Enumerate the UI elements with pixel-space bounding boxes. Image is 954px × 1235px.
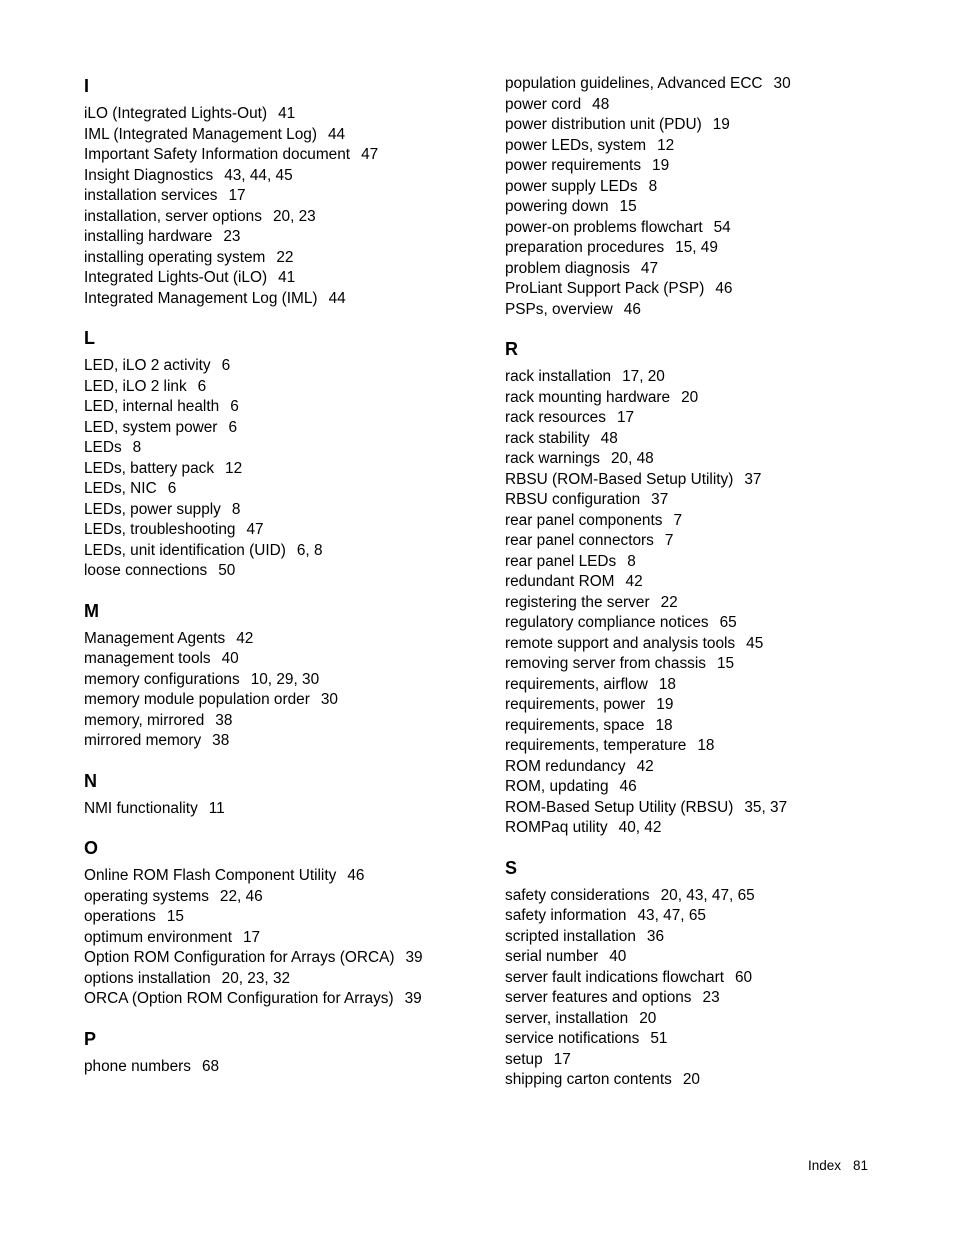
index-term: PSPs, overview bbox=[505, 300, 613, 318]
index-term: power distribution unit (PDU) bbox=[505, 116, 702, 133]
index-entry bbox=[505, 177, 925, 198]
index-entry bbox=[505, 1070, 925, 1091]
index-section bbox=[505, 74, 925, 320]
index-pages: 37 bbox=[651, 491, 669, 508]
index-term: rack mounting hardware bbox=[505, 388, 671, 406]
index-term: scripted installation bbox=[505, 927, 636, 945]
index-entry bbox=[505, 988, 925, 1009]
index-section bbox=[84, 769, 504, 820]
index-pages: 45 bbox=[746, 634, 764, 652]
index-term: memory module population order bbox=[84, 691, 310, 708]
index-term: optimum environment bbox=[84, 928, 232, 946]
index-entry bbox=[84, 207, 504, 228]
index-entry bbox=[505, 798, 925, 819]
index-entry bbox=[505, 716, 925, 737]
index-entry bbox=[505, 429, 925, 450]
index-entry bbox=[505, 818, 925, 839]
index-term: preparation procedures bbox=[505, 239, 665, 256]
footer-page-number: 81 bbox=[852, 1158, 868, 1173]
index-entry bbox=[505, 388, 925, 409]
index-entry bbox=[505, 552, 925, 573]
index-entry bbox=[505, 777, 925, 798]
index-pages: 19 bbox=[712, 116, 730, 133]
index-term: LEDs bbox=[84, 439, 122, 456]
index-term: Option ROM Configuration for Arrays (ORCA) bbox=[84, 949, 395, 966]
index-term: memory configurations bbox=[84, 670, 240, 688]
index-entry bbox=[505, 300, 925, 321]
index-entry bbox=[84, 866, 504, 887]
section-letter: M bbox=[84, 600, 99, 621]
index-term: requirements, power bbox=[505, 696, 646, 713]
index-entry bbox=[84, 649, 504, 670]
index-entry bbox=[505, 238, 925, 259]
index-term: ORCA (Option ROM Configuration for Arrays) bbox=[84, 990, 394, 1007]
index-entry bbox=[505, 408, 925, 429]
index-pages: 23 bbox=[702, 989, 720, 1006]
index-term: rear panel LEDs bbox=[505, 552, 617, 570]
index-pages: 46 bbox=[715, 280, 733, 297]
index-pages: 68 bbox=[201, 1057, 220, 1075]
index-pages: 17 bbox=[553, 1050, 571, 1068]
index-pages: 18 bbox=[658, 675, 676, 693]
index-term: registering the server bbox=[505, 593, 650, 611]
index-term: population guidelines, Advanced ECC bbox=[505, 75, 763, 92]
index-entry bbox=[84, 500, 504, 521]
index-pages: 15, 49 bbox=[675, 239, 718, 256]
index-pages: 22, 46 bbox=[219, 887, 263, 905]
index-entry bbox=[84, 397, 504, 418]
index-term: serial number bbox=[505, 948, 599, 965]
index-term: phone numbers bbox=[84, 1057, 191, 1075]
index-entry bbox=[505, 968, 925, 989]
index-entry-list bbox=[505, 74, 925, 320]
index-entry bbox=[505, 279, 925, 300]
index-entry bbox=[505, 197, 925, 218]
index-entry bbox=[505, 695, 925, 716]
index-pages: 17 bbox=[243, 928, 261, 946]
index-section bbox=[505, 337, 925, 839]
section-letter: I bbox=[84, 76, 90, 96]
index-pages: 40, 42 bbox=[618, 819, 662, 836]
index-entry bbox=[84, 377, 504, 398]
index-pages: 18 bbox=[697, 737, 715, 754]
index-entry bbox=[84, 356, 504, 377]
index-entry bbox=[84, 799, 504, 820]
index-pages: 20 bbox=[682, 1071, 700, 1088]
index-pages: 42 bbox=[625, 573, 643, 590]
index-term: removing server from chassis bbox=[505, 655, 706, 672]
index-entry bbox=[84, 948, 504, 969]
index-term: requirements, space bbox=[505, 716, 645, 734]
index-entry bbox=[84, 629, 504, 650]
index-entry bbox=[84, 928, 504, 949]
index-entry bbox=[505, 736, 925, 757]
footer-label: Index bbox=[807, 1158, 841, 1173]
index-entry bbox=[84, 561, 504, 582]
index-term: installation, server options bbox=[84, 207, 262, 225]
index-entry bbox=[505, 74, 925, 95]
index-pages: 15 bbox=[166, 908, 184, 925]
index-term: memory, mirrored bbox=[84, 711, 205, 729]
index-term: Integrated Lights-Out (iLO) bbox=[84, 269, 268, 286]
index-pages: 47 bbox=[640, 259, 659, 277]
index-pages: 8 bbox=[231, 500, 241, 518]
index-pages: 47 bbox=[361, 146, 379, 163]
index-pages: 65 bbox=[719, 614, 737, 631]
index-term: safety considerations bbox=[505, 886, 650, 904]
index-pages: 44 bbox=[328, 125, 346, 143]
index-term: ROM-Based Setup Utility (RBSU) bbox=[505, 798, 734, 816]
index-term: RBSU configuration bbox=[505, 491, 641, 508]
index-pages: 50 bbox=[218, 562, 236, 579]
index-term: installing hardware bbox=[84, 228, 213, 245]
index-pages: 8 bbox=[648, 177, 658, 195]
index-term: problem diagnosis bbox=[505, 259, 630, 277]
index-entry-list bbox=[84, 1057, 504, 1078]
index-term: server features and options bbox=[505, 989, 692, 1006]
index-pages: 20 bbox=[639, 1009, 657, 1027]
index-entry bbox=[84, 887, 504, 908]
index-pages: 42 bbox=[636, 757, 654, 775]
index-term: IML (Integrated Management Log) bbox=[84, 125, 317, 143]
index-pages: 7 bbox=[673, 511, 682, 529]
index-pages: 8 bbox=[627, 552, 636, 570]
index-entry bbox=[505, 757, 925, 778]
index-pages: 42 bbox=[236, 629, 254, 647]
index-entry bbox=[505, 1009, 925, 1030]
index-pages: 7 bbox=[664, 532, 674, 549]
index-entry bbox=[505, 1029, 925, 1050]
index-term: power LEDs, system bbox=[505, 136, 647, 154]
index-entry-list bbox=[84, 866, 504, 1010]
index-term: LEDs, power supply bbox=[84, 500, 221, 518]
index-entry bbox=[505, 259, 925, 280]
index-pages: 48 bbox=[600, 429, 618, 447]
index-term: NMI functionality bbox=[84, 799, 198, 817]
index-entry bbox=[505, 1050, 925, 1071]
index-pages: 51 bbox=[650, 1030, 668, 1047]
index-entry bbox=[84, 289, 504, 310]
index-entry bbox=[84, 145, 504, 166]
index-pages: 38 bbox=[215, 711, 233, 729]
index-entry bbox=[84, 541, 504, 562]
index-pages: 46 bbox=[619, 778, 637, 795]
index-entry bbox=[505, 531, 925, 552]
index-entry bbox=[84, 731, 504, 752]
index-pages: 15 bbox=[619, 198, 637, 215]
index-term: LEDs, unit identification (UID) bbox=[84, 541, 286, 559]
index-term: LEDs, troubleshooting bbox=[84, 521, 236, 538]
index-entry bbox=[84, 104, 504, 125]
index-entry bbox=[505, 572, 925, 593]
index-entry-list bbox=[505, 886, 925, 1091]
index-term: safety information bbox=[505, 907, 627, 924]
index-section bbox=[84, 74, 504, 309]
index-term: operations bbox=[84, 908, 156, 925]
index-term: iLO (Integrated Lights-Out) bbox=[84, 105, 268, 122]
index-entry bbox=[84, 1057, 504, 1078]
index-pages: 43, 47, 65 bbox=[637, 907, 706, 924]
index-pages: 19 bbox=[652, 157, 670, 174]
index-entry bbox=[84, 690, 504, 711]
index-pages: 43, 44, 45 bbox=[224, 166, 293, 184]
index-pages: 6 bbox=[230, 398, 239, 415]
index-entry bbox=[84, 711, 504, 732]
index-term: rack stability bbox=[505, 429, 590, 447]
index-term: Insight Diagnostics bbox=[84, 166, 214, 184]
index-pages: 6 bbox=[197, 377, 207, 395]
index-entry bbox=[505, 927, 925, 948]
index-entry bbox=[84, 459, 504, 480]
index-term: remote support and analysis tools bbox=[505, 634, 736, 652]
index-entry bbox=[84, 186, 504, 207]
index-section bbox=[84, 836, 504, 1010]
index-pages: 39 bbox=[404, 990, 422, 1007]
index-pages: 22 bbox=[660, 593, 678, 611]
index-pages: 30 bbox=[773, 75, 791, 92]
index-pages: 20, 23 bbox=[272, 207, 316, 225]
index-entry bbox=[505, 675, 925, 696]
index-entry bbox=[505, 449, 925, 470]
index-term: rack resources bbox=[505, 409, 606, 426]
index-entry bbox=[84, 166, 504, 187]
index-term: RBSU (ROM-Based Setup Utility) bbox=[505, 470, 734, 488]
index-entry bbox=[84, 248, 504, 269]
index-pages: 6, 8 bbox=[296, 541, 323, 559]
index-term: server fault indications flowchart bbox=[505, 968, 724, 986]
index-entry bbox=[84, 907, 504, 928]
index-entry bbox=[505, 115, 925, 136]
index-term: Management Agents bbox=[84, 629, 226, 647]
index-pages: 20 bbox=[681, 388, 699, 406]
index-pages: 40 bbox=[609, 948, 627, 965]
section-letter: L bbox=[84, 328, 95, 348]
index-term: ROMPaq utility bbox=[505, 819, 608, 836]
index-entry bbox=[84, 479, 504, 500]
index-term: rack installation bbox=[505, 368, 612, 385]
index-pages: 30 bbox=[320, 691, 338, 708]
index-entry bbox=[505, 95, 925, 116]
index-term: power cord bbox=[505, 95, 582, 113]
index-entry bbox=[505, 593, 925, 614]
index-entry bbox=[84, 125, 504, 146]
index-entry bbox=[84, 989, 504, 1010]
index-pages: 41 bbox=[278, 269, 296, 286]
index-pages: 46 bbox=[347, 867, 365, 884]
section-letter: N bbox=[84, 770, 97, 791]
index-pages: 6 bbox=[228, 418, 237, 436]
index-term: installation services bbox=[84, 187, 218, 204]
index-term: power requirements bbox=[505, 157, 642, 174]
index-term: service notifications bbox=[505, 1030, 640, 1047]
index-pages: 12 bbox=[657, 136, 675, 154]
index-term: powering down bbox=[505, 198, 609, 215]
index-term: setup bbox=[505, 1050, 543, 1068]
index-entry bbox=[505, 654, 925, 675]
index-pages: 12 bbox=[225, 459, 243, 477]
index-pages: 22 bbox=[276, 248, 294, 266]
index-pages: 48 bbox=[592, 95, 610, 113]
index-term: rear panel components bbox=[505, 511, 663, 529]
index-pages: 47 bbox=[246, 521, 264, 538]
index-entry bbox=[505, 218, 925, 239]
index-section bbox=[84, 326, 504, 582]
index-entry bbox=[505, 156, 925, 177]
index-term: Integrated Management Log (IML) bbox=[84, 289, 318, 307]
index-pages: 6 bbox=[167, 480, 177, 497]
index-term: LED, internal health bbox=[84, 398, 220, 415]
index-pages: 44 bbox=[328, 289, 346, 307]
index-term: LEDs, battery pack bbox=[84, 459, 215, 477]
index-pages: 39 bbox=[405, 949, 423, 966]
index-term: requirements, airflow bbox=[505, 675, 648, 693]
section-letter: P bbox=[84, 1028, 97, 1049]
index-pages: 17 bbox=[616, 409, 635, 426]
index-pages: 23 bbox=[223, 228, 241, 245]
index-term: Important Safety Information document bbox=[84, 146, 351, 163]
index-entry-list bbox=[84, 356, 504, 582]
index-entry bbox=[505, 613, 925, 634]
index-entry-list bbox=[505, 367, 925, 839]
index-entry bbox=[84, 670, 504, 691]
index-entry bbox=[84, 227, 504, 248]
index-pages: 36 bbox=[646, 927, 665, 945]
index-pages: 40 bbox=[221, 650, 239, 667]
index-pages: 38 bbox=[212, 732, 230, 749]
index-term: Online ROM Flash Component Utility bbox=[84, 867, 337, 884]
index-entry bbox=[505, 886, 925, 907]
index-term: regulatory compliance notices bbox=[505, 614, 709, 631]
section-letter: O bbox=[84, 838, 99, 858]
index-term: options installation bbox=[84, 969, 211, 987]
index-pages: 20, 23, 32 bbox=[221, 969, 291, 987]
index-term: loose connections bbox=[84, 562, 208, 579]
index-entry bbox=[505, 947, 925, 968]
index-term: requirements, temperature bbox=[505, 737, 687, 754]
index-entry bbox=[505, 634, 925, 655]
index-pages: 35, 37 bbox=[744, 798, 788, 816]
index-entry bbox=[505, 906, 925, 927]
index-entry bbox=[84, 969, 504, 990]
index-pages: 15 bbox=[717, 655, 735, 672]
index-pages: 18 bbox=[655, 716, 673, 734]
index-section bbox=[84, 599, 504, 752]
index-pages: 20, 48 bbox=[610, 450, 654, 467]
section-letter: R bbox=[505, 339, 518, 359]
index-pages: 19 bbox=[656, 696, 674, 713]
index-entry bbox=[505, 136, 925, 157]
page-footer bbox=[808, 1158, 868, 1173]
index-entry-list bbox=[84, 104, 504, 309]
index-term: LED, iLO 2 activity bbox=[84, 357, 211, 374]
index-term: LEDs, NIC bbox=[84, 480, 157, 497]
index-entry bbox=[84, 418, 504, 439]
index-pages: 8 bbox=[132, 439, 142, 456]
index-entry-list bbox=[84, 629, 504, 752]
index-term: management tools bbox=[84, 650, 211, 667]
index-term: ProLiant Support Pack (PSP) bbox=[505, 280, 705, 297]
index-entry bbox=[505, 470, 925, 491]
index-term: rear panel connectors bbox=[505, 532, 654, 549]
index-section bbox=[505, 856, 925, 1091]
index-pages: 60 bbox=[735, 968, 753, 986]
index-entry bbox=[84, 438, 504, 459]
index-term: ROM, updating bbox=[505, 778, 609, 795]
index-term: LED, system power bbox=[84, 418, 218, 436]
index-entry bbox=[84, 520, 504, 541]
index-entry bbox=[505, 490, 925, 511]
index-entry-list bbox=[84, 799, 504, 820]
index-pages: 37 bbox=[744, 470, 762, 488]
index-left-column bbox=[84, 74, 504, 1094]
index-term: power supply LEDs bbox=[505, 177, 638, 195]
index-term: redundant ROM bbox=[505, 573, 615, 590]
index-pages: 41 bbox=[278, 105, 296, 122]
index-pages: 17, 20 bbox=[622, 368, 665, 385]
index-section bbox=[84, 1027, 504, 1078]
index-pages: 46 bbox=[623, 300, 641, 318]
index-term: rack warnings bbox=[505, 450, 600, 467]
index-term: server, installation bbox=[505, 1009, 629, 1027]
index-right-column bbox=[505, 74, 925, 1108]
section-letter: S bbox=[505, 857, 518, 878]
index-term: operating systems bbox=[84, 887, 209, 905]
index-term: power-on problems flowchart bbox=[505, 218, 703, 236]
index-pages: 11 bbox=[208, 799, 225, 817]
index-pages: 20, 43, 47, 65 bbox=[660, 886, 755, 904]
index-pages: 17 bbox=[228, 187, 246, 204]
index-term: shipping carton contents bbox=[505, 1071, 672, 1088]
index-entry bbox=[505, 511, 925, 532]
index-pages: 6 bbox=[221, 357, 231, 374]
index-term: mirrored memory bbox=[84, 732, 202, 749]
index-term: LED, iLO 2 link bbox=[84, 377, 187, 395]
index-entry bbox=[505, 367, 925, 388]
index-pages: 10, 29, 30 bbox=[250, 670, 320, 688]
index-entry bbox=[84, 268, 504, 289]
index-term: ROM redundancy bbox=[505, 757, 626, 775]
index-pages: 54 bbox=[713, 218, 731, 236]
index-term: installing operating system bbox=[84, 248, 266, 266]
